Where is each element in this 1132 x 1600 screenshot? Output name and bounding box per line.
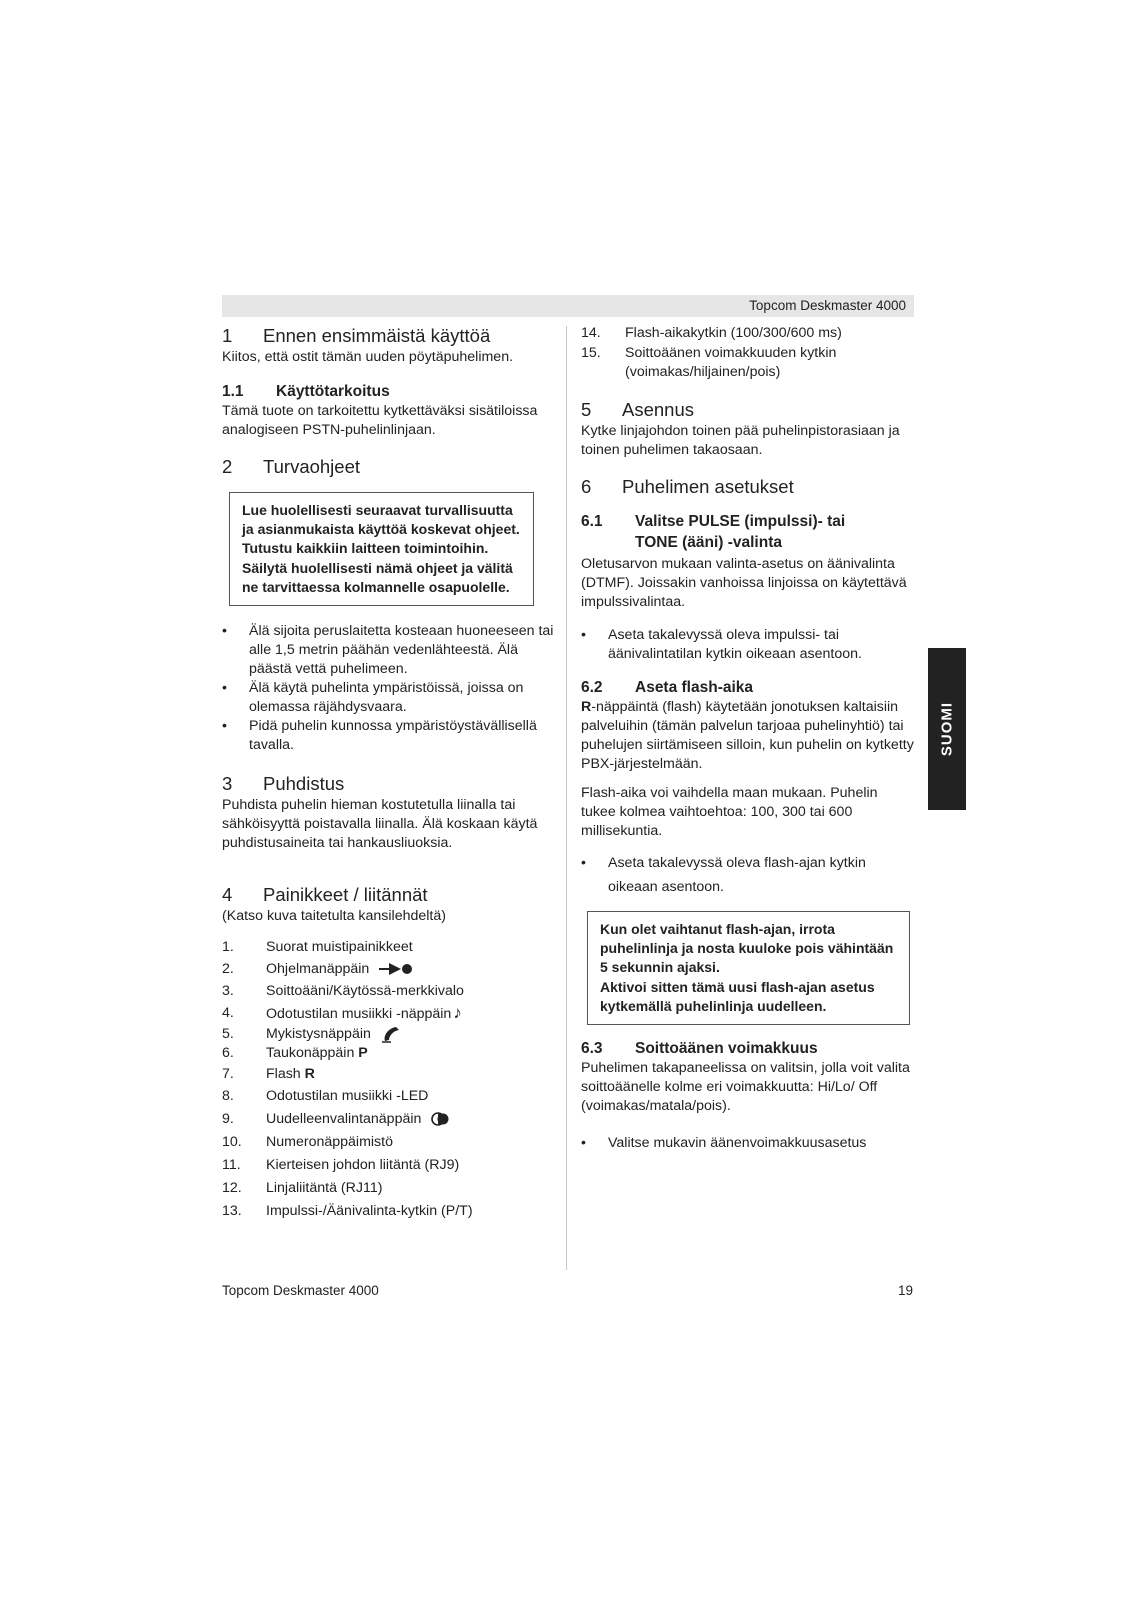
section-number: 5: [581, 399, 592, 420]
key-letter: P: [358, 1045, 368, 1062]
section-1-text: Kiitos, että ostit tämän uuden pöytäpuhelimen.: [222, 349, 514, 365]
section-4-heading: [222, 883, 554, 907]
list-item: [222, 1025, 554, 1044]
list-item: • Pidä puhelin kunnossa ympäristöystävällisellä tavalla.: [222, 717, 554, 755]
section-number: 3: [222, 773, 233, 795]
list-item: [222, 1063, 554, 1085]
section-3-text: Puhdista puhelin hieman kostutetulla liinalla tai sähköisyyttä poistavalla liinalla. Älä koskaan käytä puhdistusaineita tai hankausliuoksia.: [222, 797, 538, 852]
item-text: Taukonäppäin: [266, 1045, 359, 1062]
section-6-1-heading: [581, 511, 914, 532]
warning-text: Aktivoi sitten tämä uusi flash-ajan asetus kytkemällä puhelinlinja uudelleen.: [600, 978, 875, 1014]
music-note-icon: ♪: [453, 1003, 462, 1023]
section-number: 6.3: [581, 1040, 603, 1058]
section-number: 6.1: [581, 513, 603, 530]
page-number: 19: [898, 1283, 914, 1298]
section-title: Valitse PULSE (impulssi)- tai: [635, 513, 846, 530]
section-6-2-text: [581, 698, 914, 774]
item-number: 12.: [222, 1180, 242, 1197]
item-number: 14.: [581, 325, 601, 341]
section-3-heading: [222, 772, 554, 796]
item-number: 15.: [581, 345, 601, 361]
list-item: [222, 1085, 554, 1108]
list-item: [581, 322, 914, 344]
item-number: 4.: [222, 1005, 234, 1022]
list-item: • Älä käytä puhelinta ympäristöissä, joissa on olemassa räjähdysvaara.: [222, 679, 554, 717]
right-column: [581, 322, 914, 1153]
item-number: 1.: [222, 939, 234, 956]
list-item: [222, 1002, 554, 1025]
section-1-1-text: Tämä tuote on tarkoitettu kytkettäväksi sisätiloissa analogiseen PSTN-puhelinlinjaan.: [222, 403, 538, 438]
language-tab-label: SUOMI: [938, 701, 956, 757]
item-number: 5.: [222, 1026, 234, 1043]
safety-bullets: [222, 622, 554, 755]
button-list: [222, 936, 554, 1223]
safety-warning-box: Lue huolellisesti seuraavat turvallisuutta ja asianmukaista käyttöä koskevat ohjeet. Tutustu kaikkiin laitteen toimintoihin. Säilytä huolellisesti nämä ohjeet ja välitä ne tarvittaessa kolmannelle osapuolelle.: [229, 492, 534, 606]
list-item: [581, 344, 914, 382]
list-item: • Valitse mukavin äänenvoimakkuusasetus: [581, 1134, 914, 1153]
item-number: 11.: [222, 1157, 241, 1174]
section-title: Ennen ensimmäistä käyttöä: [263, 325, 491, 346]
item-text: Ohjelmanäppäin: [266, 961, 370, 978]
redial-icon: [431, 1112, 449, 1126]
flash-warning-box: [587, 911, 910, 1025]
item-text: Odotustilan musiikki -LED: [266, 1088, 429, 1105]
list-item: [222, 980, 554, 1002]
list-item: • Älä sijoita peruslaitetta kosteaan huoneeseen tai alle 1,5 metrin päähän vedenlähteestä. Älä päästä vettä puhelimeen.: [222, 622, 554, 679]
section-number: 1.1: [222, 383, 244, 400]
list-item: • Aseta takalevyssä oleva impulssi- tai äänivalintatilan kytkin oikeaan asentoon.: [581, 626, 914, 664]
item-number: 7.: [222, 1066, 234, 1083]
list-item: [222, 958, 554, 980]
section-6-2-text2: Flash-aika voi vaihdella maan mukaan. Puhelin tukee kolmea vaihtoehtoa: 100, 300 tai 600 millisekuntia.: [581, 785, 878, 839]
list-item: [222, 1044, 554, 1063]
left-column: [222, 322, 554, 1223]
language-tab: [928, 648, 966, 810]
section-title: Asennus: [622, 399, 694, 420]
key-letter: R: [304, 1066, 315, 1083]
section-5-text: Kytke linjajohdon toinen pää puhelinpistorasiaan ja toinen puhelimen takaosaan.: [581, 423, 900, 458]
mute-handset-icon: [381, 1025, 401, 1043]
item-text: Kierteisen johdon liitäntä (RJ9): [266, 1157, 460, 1174]
section-title: Puhdistus: [263, 773, 345, 795]
section-2-heading: [222, 455, 554, 479]
item-number: 13.: [222, 1203, 242, 1220]
item-text: Impulssi-/Äänivalinta-kytkin (P/T): [266, 1203, 473, 1220]
header-title: Topcom Deskmaster 4000: [749, 298, 906, 313]
section-4-text: (Katso kuva taitetulta kansilehdeltä): [222, 908, 446, 925]
list-item: [222, 1131, 554, 1154]
warning-text: Kun olet vaihtanut flash-ajan, irrota puhelinlinja ja nosta kuuloke pois vähintään 5 sekunnin ajaksi.: [600, 921, 894, 976]
section-6-1-text: Oletusarvon mukaan valinta-asetus on äänivalinta (DTMF). Joissakin vanhoissa linjoissa on käytettävä impulssivalintaa.: [581, 556, 907, 610]
list-item: [222, 1177, 554, 1200]
list-item: • Aseta takalevyssä oleva flash-ajan kytkin oikeaan asentoon.: [581, 851, 914, 899]
item-text: Soittoäänen voimakkuuden kytkin (voimakas/hiljainen/pois): [625, 345, 837, 380]
section-6-3-text: Puhelimen takapaneelissa on valitsin, jolla voit valita soittoäänelle kolme eri voimakkuutta: Hi/Lo/ Off (voimakas/matala/pois).: [581, 1060, 910, 1115]
program-arrow-icon: [379, 962, 413, 976]
section-6-heading: [581, 475, 914, 499]
item-number: 10.: [222, 1134, 242, 1151]
item-number: 8.: [222, 1088, 234, 1105]
section-title: Turvaohjeet: [263, 456, 361, 477]
item-text: Numeronäppäimistö: [266, 1134, 393, 1151]
section-title: Aseta flash-aika: [635, 679, 754, 696]
section-5-heading: [581, 398, 914, 422]
section-title: Soittoäänen voimakkuus: [635, 1040, 818, 1058]
section-number: 6: [581, 476, 592, 497]
key-letter: R: [581, 699, 592, 715]
list-item: [222, 1200, 554, 1223]
item-text: Uudelleenvalintanäppäin: [266, 1111, 422, 1128]
item-text: Odotustilan musiikki -näppäin: [266, 1006, 452, 1023]
item-text: Linjaliitäntä (RJ11): [266, 1180, 383, 1197]
footer-title: Topcom Deskmaster 4000: [222, 1283, 379, 1298]
section-6-2-heading: [581, 677, 914, 698]
item-text: Suorat muistipainikkeet: [266, 939, 413, 956]
list-item: [222, 1108, 554, 1131]
list-item: [222, 936, 554, 958]
paragraph-text: -näppäintä (flash) käytetään jonotuksen kaltaisiin palveluihin (tämän palvelun tarjoaa puhelinyhtiö) tai puhelujen siirtämiseen silloin, kun puhelin on kytketty PBX-järjestelmään.: [581, 699, 914, 772]
section-number: 4: [222, 884, 233, 906]
section-6-3-heading: [581, 1038, 914, 1059]
section-title: Puhelimen asetukset: [622, 476, 794, 497]
section-number: 6.2: [581, 679, 603, 696]
section-number: 2: [222, 456, 233, 477]
section-1-1-heading: [222, 381, 554, 402]
item-text: Soittoääni/Käytössä-merkkivalo: [266, 983, 464, 1000]
header-bar: [222, 295, 914, 317]
section-number: 1: [222, 325, 233, 346]
column-divider: [566, 326, 567, 1270]
item-number: 6.: [222, 1045, 234, 1062]
item-number: 2.: [222, 961, 234, 978]
section-6-1-heading-line2: TONE (ääni) -valinta: [635, 534, 782, 551]
item-number: 3.: [222, 983, 234, 1000]
item-text: Flash-aikakytkin (100/300/600 ms): [625, 325, 842, 341]
item-text: Mykistysnäppäin: [266, 1026, 371, 1043]
list-item: [222, 1154, 554, 1177]
section-1-heading: [222, 324, 554, 348]
item-text: Flash: [266, 1066, 305, 1083]
section-title: Käyttötarkoitus: [276, 383, 390, 400]
section-title: Painikkeet / liitännät: [263, 884, 428, 906]
item-number: 9.: [222, 1111, 234, 1128]
